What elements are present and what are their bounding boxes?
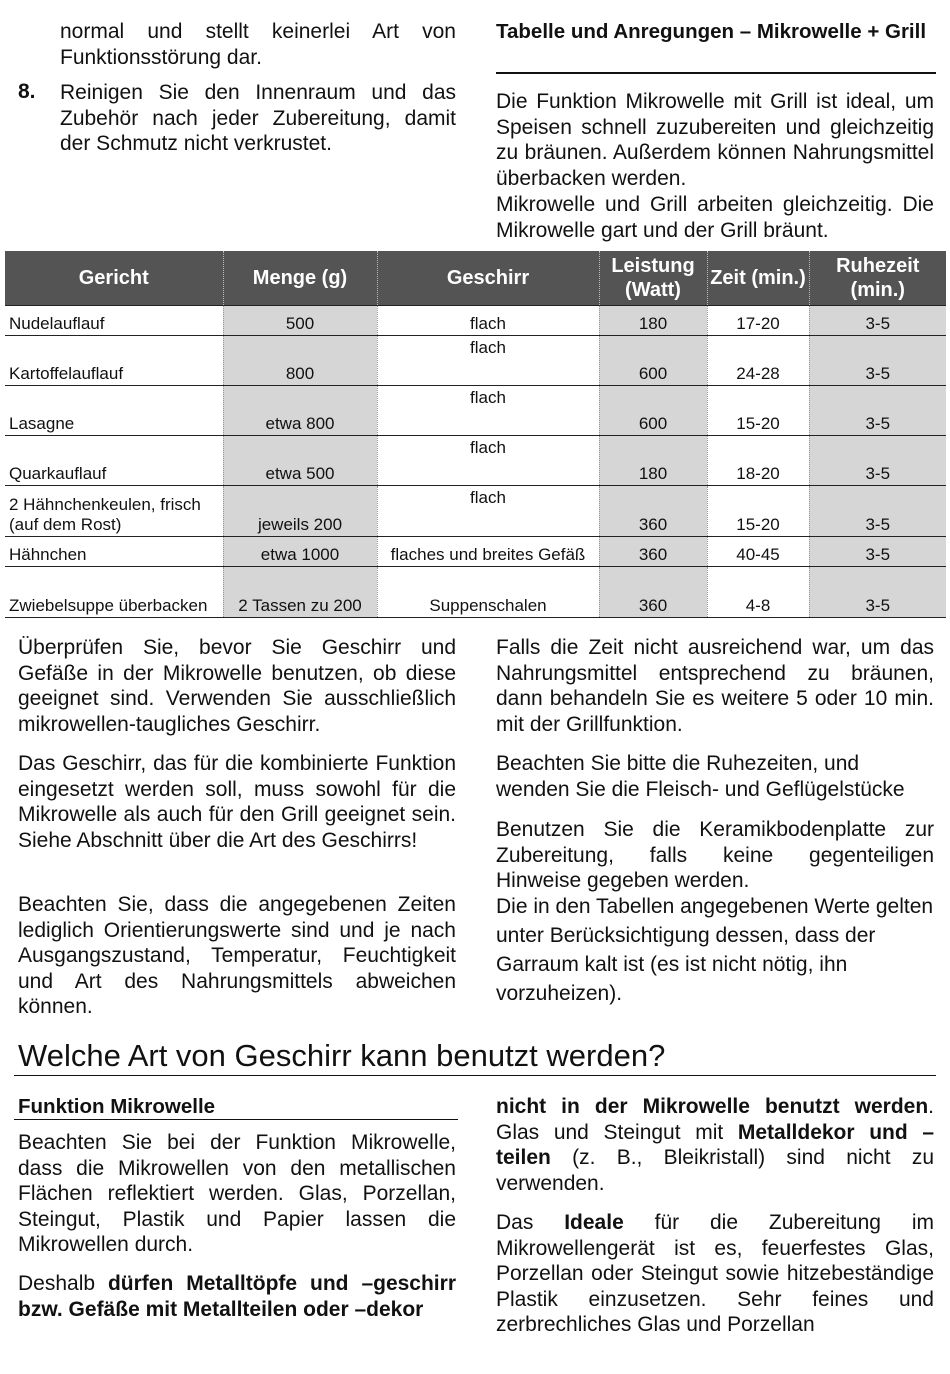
cell-power: 360 [599, 486, 707, 537]
cell-amount: 2 Tassen zu 200 [223, 567, 377, 618]
not-in-microwave-bold: nicht in der Mikrowelle benutzt werden [496, 1095, 929, 1118]
lead-crystal-text: (z. B., Bleikristall) sind nicht zu verwenden. [496, 1146, 934, 1195]
cell-dish: Hähnchen [5, 537, 223, 567]
header-amount: Menge (g) [223, 251, 377, 306]
paragraph-ideal-dishware [496, 1210, 934, 1338]
header-dish: Gericht [5, 251, 223, 306]
glass-stoneware-text: . Glas und Steingut mit [496, 1095, 934, 1144]
cell-rest-time: 3-5 [809, 567, 946, 618]
step-number: 8. [18, 80, 36, 103]
paragraph-rest-times: Beachten Sie bitte die Ruhezeiten, und wenden Sie die Fleisch- und Geflügelstücke [496, 752, 905, 801]
header-rest-time: Ruhezeit (min.) [809, 251, 946, 306]
cell-power: 600 [599, 336, 707, 386]
header-time: Zeit (min.) [707, 251, 809, 306]
cell-dishware: flach [377, 306, 599, 336]
cell-power: 180 [599, 306, 707, 336]
cell-time: 40-45 [707, 537, 809, 567]
cell-amount: 800 [223, 336, 377, 386]
cell-dish: Zwiebelsuppe überbacken [5, 567, 223, 618]
table-heading: Tabelle und Anregungen – Mikrowelle + Grill [496, 20, 927, 43]
paragraph-combined-function: Das Geschirr, das für die kombinierte Funktion eingesetzt werden soll, muss sowohl für die Mikrowelle als auch für den Grill geeignet sein. Siehe Abschnitt über die Art des Geschirrs! [18, 752, 456, 852]
cell-dishware: flach [377, 486, 599, 537]
intro-paragraph: Die Funktion Mikrowelle mit Grill ist ideal, um Speisen schnell zuzubereiten und gleichzeitig zu bräunen. Außerdem können Nahrungsmittel überbacken werden. [496, 90, 934, 190]
cell-power: 360 [599, 567, 707, 618]
header-dishware: Geschirr [377, 251, 599, 306]
cell-rest-time: 3-5 [809, 537, 946, 567]
cell-time: 18-20 [707, 436, 809, 486]
cell-time: 4-8 [707, 567, 809, 618]
cell-amount: jeweils 200 [223, 486, 377, 537]
ideal-bold: Ideale [564, 1211, 624, 1234]
cell-dishware: Suppenschalen [377, 567, 599, 618]
paragraph-ceramic-plate: Benutzen Sie die Keramikbodenplatte zur Zubereitung, falls keine gegenteiligen Hinweise gegeben werden. [496, 818, 934, 892]
cell-rest-time: 3-5 [809, 306, 946, 336]
header-power: Leistung (Watt) [599, 251, 707, 306]
paragraph-times-note: Beachten Sie, dass die angegebenen Zeiten lediglich Orientierungswerte sind und je nach Ausgangszustand, Temperatur, Feuchtigkeit und Art des Nahrungsmittels abweichen können. [18, 893, 456, 1018]
cell-dishware: flach [377, 386, 599, 436]
metal-warning-intro: Deshalb [18, 1272, 108, 1295]
ideal-intro: Das [496, 1211, 565, 1234]
table-row [5, 537, 946, 567]
table-row [5, 386, 946, 436]
cell-dish: 2 Hähnchenkeulen, frisch (auf dem Rost) [5, 486, 223, 537]
cell-amount: etwa 500 [223, 436, 377, 486]
cell-rest-time: 3-5 [809, 436, 946, 486]
cell-amount: 500 [223, 306, 377, 336]
cell-time: 15-20 [707, 386, 809, 436]
heading-rule [496, 72, 936, 74]
cell-power: 360 [599, 537, 707, 567]
cell-amount: etwa 1000 [223, 537, 377, 567]
table-row [5, 567, 946, 618]
paragraph-metal-warning [18, 1271, 456, 1322]
paragraph-cold-oven: Die in den Tabellen angegebenen Werte gelten unter Berücksichtigung dessen, dass der Garraum kalt ist (es ist nicht nötig, ihn vorzuheizen). [496, 895, 934, 1005]
cell-dish: Nudelauflauf [5, 306, 223, 336]
metal-decor-bold: Metalldekor und –teilen [496, 1120, 935, 1169]
subheading-microwave: Funktion Mikrowelle [18, 1095, 216, 1118]
cell-dishware: flach [377, 436, 599, 486]
cell-dish: Kartoffelauflauf [5, 336, 223, 386]
subheading-rule [14, 1119, 458, 1120]
intro-paragraph-2: Mikrowelle und Grill arbeiten gleichzeitig. Die Mikrowelle gart und der Grill bräunt. [496, 193, 934, 242]
cell-rest-time: 3-5 [809, 486, 946, 537]
cell-time: 15-20 [707, 486, 809, 537]
cell-power: 180 [599, 436, 707, 486]
paragraph-microwave-reflection: Beachten Sie bei der Funktion Mikrowelle, dass die Mikrowellen von den metallischen Flächen reflektiert werden. Glas, Porzellan, Steingut, Plastik und Papier lassen die Mikrowellen durch. [18, 1131, 456, 1256]
table-header-row [5, 251, 946, 306]
cell-time: 24-28 [707, 336, 809, 386]
paragraph-check-dishware: Überprüfen Sie, bevor Sie Geschirr und Gefäße in der Mikrowelle benutzen, ob diese geeignet sind. Verwenden Sie ausschließlich mikrowellen-taugliches Geschirr. [18, 636, 456, 736]
cooking-table [5, 251, 946, 618]
cell-amount: etwa 800 [223, 386, 377, 436]
cell-rest-time: 3-5 [809, 386, 946, 436]
cell-dishware: flach [377, 336, 599, 386]
step-8-text: Reinigen Sie den Innenraum und das Zubehör nach jeder Zubereitung, damit der Schmutz nicht verkrustet. [60, 81, 456, 155]
metal-warning-bold: dürfen Metalltöpfe und –geschirr bzw. Gefäße mit Metallteilen oder –dekor [18, 1272, 456, 1321]
cell-time: 17-20 [707, 306, 809, 336]
section-title: Welche Art von Geschirr kann benutzt werden? [18, 1038, 666, 1073]
cell-rest-time: 3-5 [809, 336, 946, 386]
ideal-text: für die Zubereitung im Mikrowellengerät ist es, feuerfestes Glas, Porzellan oder Steingut sowie hitzebeständige Plastik einzusetzen. Sehr feines und zerbrechliches Glas und Porzellan [496, 1211, 934, 1336]
cell-dishware: flaches und breites Gefäß [377, 537, 599, 567]
section-rule [14, 1075, 936, 1076]
cell-dish: Quarkauflauf [5, 436, 223, 486]
cell-power: 600 [599, 386, 707, 436]
table-row [5, 336, 946, 386]
table-row [5, 486, 946, 537]
table-row [5, 306, 946, 336]
paragraph-extra-grill: Falls die Zeit nicht ausreichend war, um das Nahrungsmittel entsprechend zu bräunen, dann behandeln Sie es weitere 5 oder 10 min. mit der Grillfunktion. [496, 636, 934, 736]
cell-dish: Lasagne [5, 386, 223, 436]
paragraph-metal-decor [496, 1094, 934, 1196]
continuation-text: normal und stellt keinerlei Art von Funktionsstörung dar. [60, 20, 456, 69]
table-row [5, 436, 946, 486]
